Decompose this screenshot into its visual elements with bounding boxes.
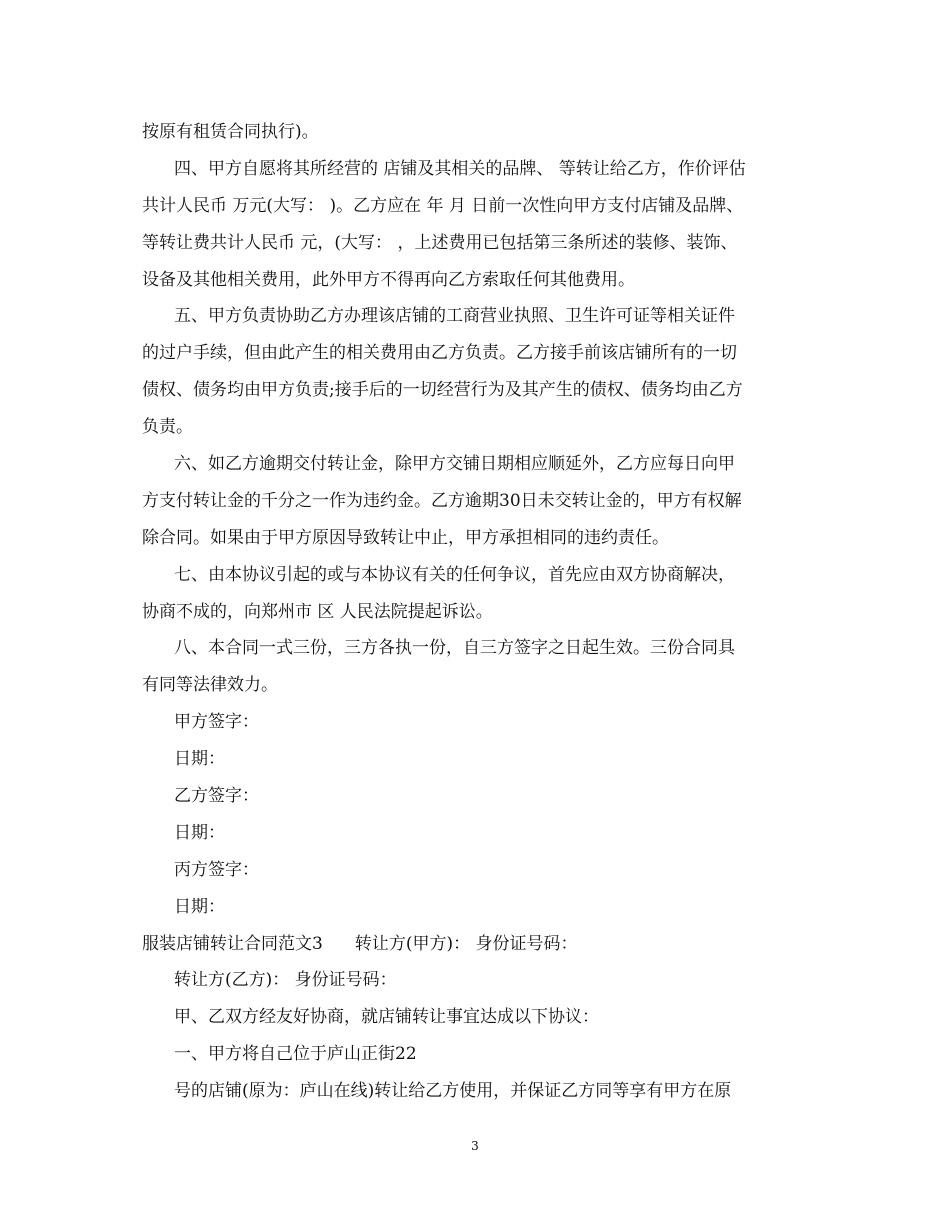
text-line: 方支付转让金的千分之一作为违约金。乙方逾期30日未交转让金的，甲方有权解 <box>142 490 742 511</box>
text-line: 甲、乙双方经友好协商，就店铺转让事宜达成以下协议： <box>174 1007 599 1028</box>
section-heading-tail: 转让方(甲方)： 身份证号码： <box>354 933 578 954</box>
text-line: 四、甲方自愿将其所经营的 店铺及其相关的品牌、 等转让给乙方，作价评估 <box>174 158 746 179</box>
text-line: 负责。 <box>142 417 193 438</box>
signature-label-party-c: 丙方签字： <box>174 859 259 880</box>
document-body <box>142 114 807 1110</box>
text-line: 除合同。如果由于甲方原因导致转让中止，甲方承担相同的违约责任。 <box>142 527 669 548</box>
text-line: 一、甲方将自己位于庐山正街22 <box>174 1044 417 1065</box>
date-label: 日期： <box>174 822 225 843</box>
section-heading-line <box>142 926 807 963</box>
text-line: 七、由本协议引起的或与本协议有关的任何争议，首先应由双方协商解决， <box>174 564 735 585</box>
text-line: 的过户手续，但由此产生的相关费用由乙方负责。乙方接手前该店铺所有的一切 <box>142 343 737 364</box>
text-line: 号的店铺(原为：庐山在线)转让给乙方使用，并保证乙方同等享有甲方在原 <box>174 1081 732 1102</box>
date-label: 日期： <box>174 896 225 917</box>
text-line: 有同等法律效力。 <box>142 675 278 696</box>
date-label: 日期： <box>174 749 225 770</box>
text-line: 债权、债务均由甲方负责;接手后的一切经营行为及其产生的债权、债务均由乙方 <box>142 380 743 401</box>
text-line: 等转让费共计人民币 元，(大写： ，上述费用已包括第三条所述的装修、装饰、 <box>142 232 738 253</box>
text-line: 设备及其他相关费用，此外甲方不得再向乙方索取任何其他费用。 <box>142 269 635 290</box>
text-line: 按原有租赁合同执行)。 <box>142 122 319 142</box>
text-line: 六、如乙方逾期交付转让金，除甲方交铺日期相应顺延外，乙方应每日向甲 <box>174 454 735 475</box>
text-line: 转让方(乙方)： 身份证号码： <box>174 970 397 991</box>
text-line: 八、本合同一式三份，三方各执一份，自三方签字之日起生效。三份合同具 <box>174 638 735 659</box>
text-line: 共计人民币 万元(大写： )。乙方应在 年 月 日前一次性向甲方支付店铺及品牌、 <box>142 195 744 216</box>
text-line: 协商不成的，向郑州市 区 人民法院提起诉讼。 <box>142 601 493 622</box>
text-line: 五、甲方负责协助乙方办理该店铺的工商营业执照、卫生许可证等相关证件 <box>174 306 735 327</box>
page-number: 3 <box>471 1139 479 1153</box>
section-heading: 服装店铺转让合同范文3 <box>142 933 323 954</box>
signature-label-party-b: 乙方签字： <box>174 786 259 807</box>
signature-label-party-a: 甲方签字： <box>174 712 259 733</box>
